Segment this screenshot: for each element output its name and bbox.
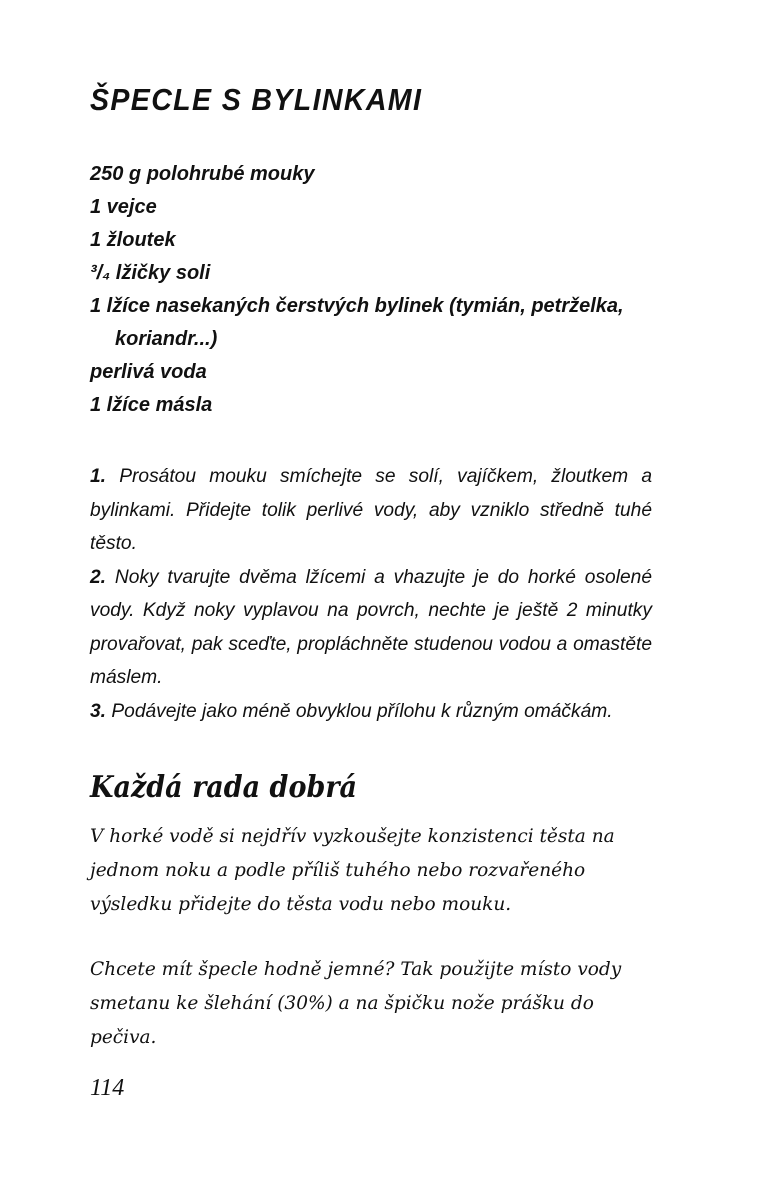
instruction-steps <box>90 460 652 728</box>
ingredient-item: 1 vejce <box>90 196 157 218</box>
ingredient-item: 1 lžíce nasekaných čerstvých bylinek (tymián, petrželka, koriandr...) <box>90 295 624 350</box>
step-text: Podávejte jako méně obvyklou přílohu k různým omáčkám. <box>111 700 613 722</box>
tip-paragraph: Chcete mít špecle hodně jemné? Tak použijte místo vody smetanu ke šlehání (30%) a na špičku nože prášku do pečiva. <box>90 959 622 1048</box>
tip-paragraph: V horké vodě si nejdřív vyzkoušejte konzistenci těsta na jednom noku a podle příliš tuhého nebo rozvařeného výsledku přidejte do těsta vodu nebo mouku. <box>90 826 615 915</box>
instruction-step <box>90 695 652 729</box>
step-text: Prosátou mouku smíchejte se solí, vajíčkem, žloutkem a bylinkami. Přidejte tolik perlivé vody, aby vzniklo středně tuhé těsto. <box>90 466 652 554</box>
tips-title: Každá rada dobrá <box>90 770 358 805</box>
instruction-step <box>90 460 652 561</box>
step-number: 3. <box>90 700 107 722</box>
step-number: 2. <box>90 566 107 588</box>
recipe-title: ŠPECLE S BYLINKAMI <box>90 82 423 117</box>
ingredient-item: 1 žloutek <box>90 229 176 251</box>
ingredient-item: ³/₄ lžičky soli <box>90 262 211 284</box>
ingredient-item: 250 g polohrubé mouky <box>90 163 315 185</box>
instruction-step <box>90 561 652 695</box>
step-text: Noky tvarujte dvěma lžícemi a vhazujte je do horké osolené vody. Když noky vyplavou na povrch, nechte je ještě 2 minutky provařovat, pak sceďte, propláchněte studenou vodou a omastěte máslem. <box>90 566 652 688</box>
page-number: 114 <box>90 1075 125 1101</box>
ingredient-item: 1 lžíce másla <box>90 394 213 416</box>
ingredient-item: perlivá voda <box>90 361 207 383</box>
ingredient-list <box>90 158 690 422</box>
step-number: 1. <box>90 466 107 487</box>
